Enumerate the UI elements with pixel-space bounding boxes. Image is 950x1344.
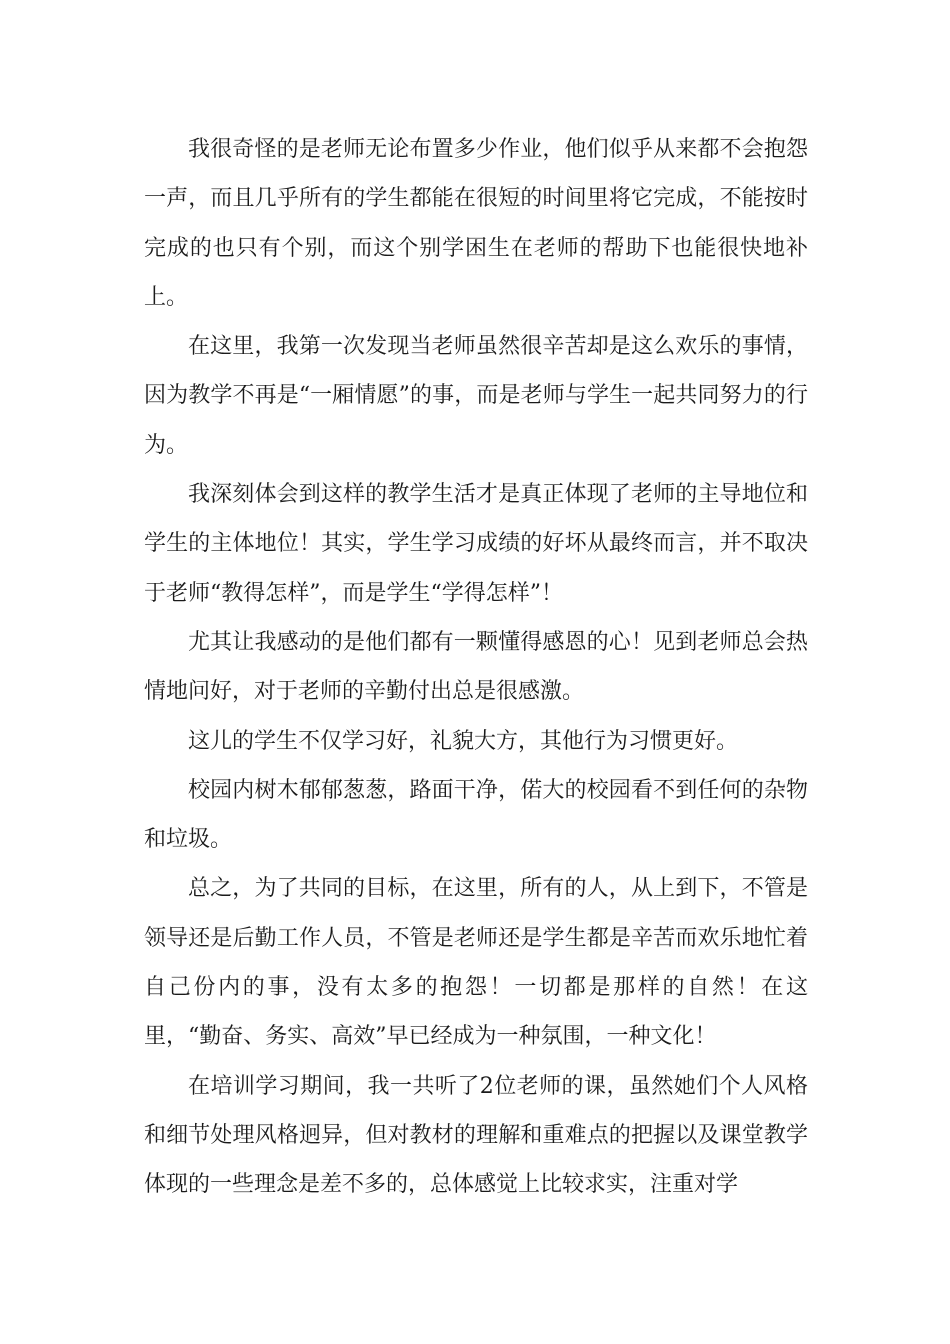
paragraph-4: 尤其让我感动的是他们都有一颗懂得感恩的心！见到老师总会热情地问好，对于老师的辛勤付出总是很感激。 [144,629,808,705]
document-body [144,125,808,1210]
paragraph-6: 校园内树木郁郁葱葱，路面干净，偌大的校园看不到任何的杂物和垃圾。 [144,777,808,853]
paragraph-8: 在培训学习期间，我一共听了2位老师的课，虽然她们个人风格和细节处理风格迥异，但对教材的理解和重难点的把握以及课堂教学体现的一些理念是差不多的，总体感觉上比较求实，注重对学 [144,1073,808,1198]
paragraph-2: 在这里，我第一次发现当老师虽然很辛苦却是这么欢乐的事情，因为教学不再是“一厢情愿”的事，而是老师与学生一起共同努力的行为。 [144,334,808,458]
paragraph-1: 我很奇怪的是老师无论布置多少作业，他们似乎从来都不会抱怨一声，而且几乎所有的学生都能在很短的时间里将它完成，不能按时完成的也只有个别，而这个别学困生在老师的帮助下也能很快地补上。 [144,137,808,310]
paragraph-7: 总之，为了共同的目标，在这里，所有的人，从上到下，不管是领导还是后勤工作人员，不管是老师还是学生都是辛苦而欢乐地忙着自己份内的事，没有太多的抱怨！一切都是那样的自然！在这里，“勤奋、务实、高效”早已经成为一种氛围，一种文化！ [144,876,808,1050]
paragraph-5: 这儿的学生不仅学习好，礼貌大方，其他行为习惯更好。 [188,728,739,754]
paragraph-3: 我深刻体会到这样的教学生活才是真正体现了老师的主导地位和学生的主体地位！其实，学生学习成绩的好坏从最终而言，并不取决于老师“教得怎样”，而是学生“学得怎样”！ [144,482,808,606]
